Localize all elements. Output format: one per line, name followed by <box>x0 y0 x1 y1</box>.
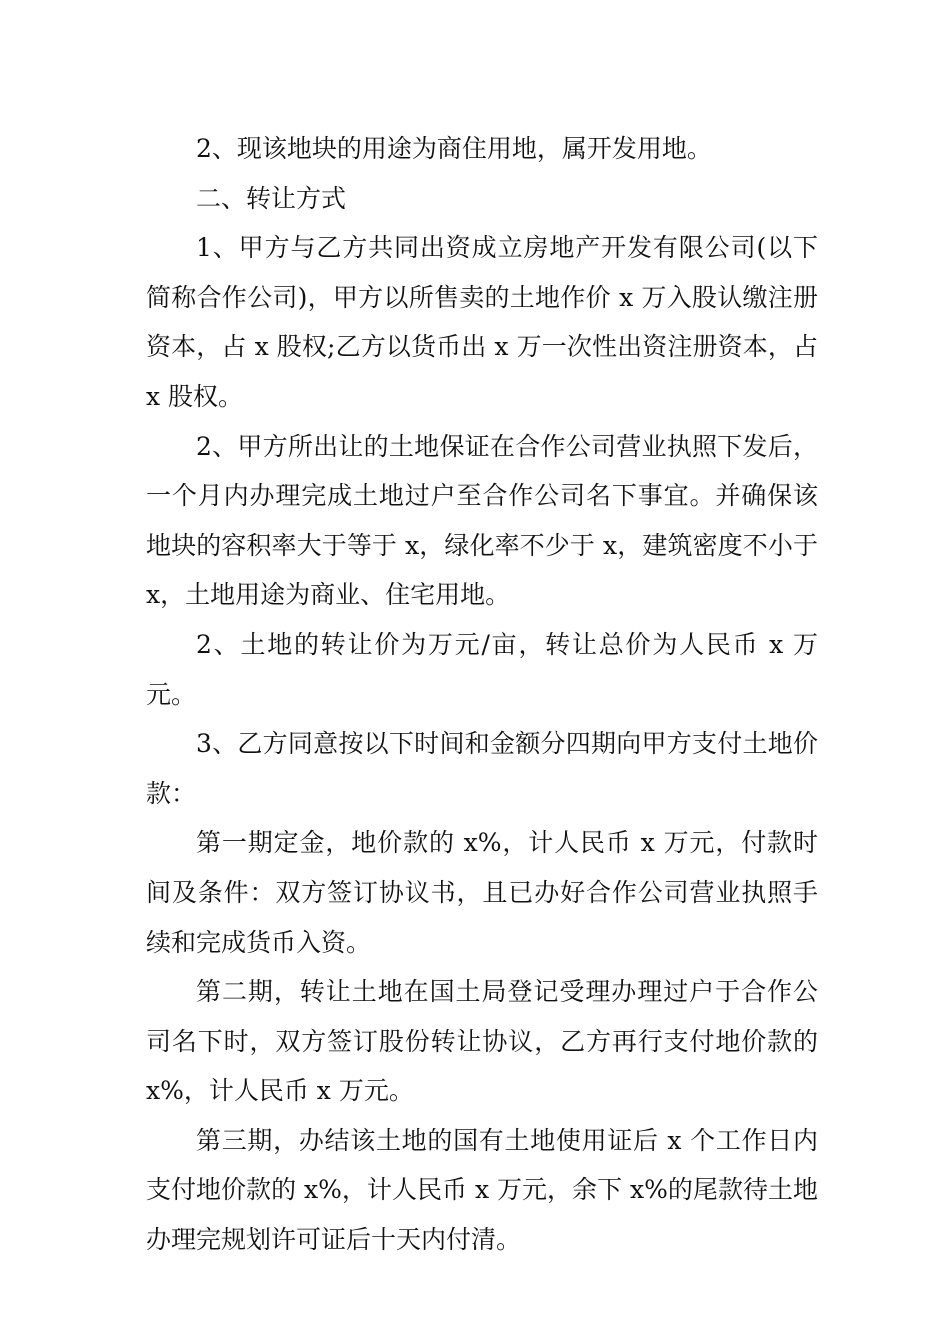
paragraph-transfer-price: 2、土地的转让价为万元/亩，转让总价为人民币 x 万元。 <box>146 629 818 709</box>
paragraph-third-installment: 第三期，办结该土地的国有土地使用证后 x 个工作日内支付地价款的 x%，计人民币 x 万元，余下 x%的尾款待土地办理完规划许可证后十天内付清。 <box>146 1125 818 1255</box>
paragraph-joint-company: 1、甲方与乙方共同出资成立房地产开发有限公司(以下简称合作公司)，甲方以所售卖的土地作价 x 万入股认缴注册资本，占 x 股权;乙方以货币出 x 万一次性出资注册资本，占 x 股权。 <box>146 233 818 411</box>
paragraph-payment-schedule: 3、乙方同意按以下时间和金额分四期向甲方支付土地价款： <box>146 729 818 808</box>
paragraph-first-installment: 第一期定金，地价款的 x%，计人民币 x 万元，付款时间及条件：双方签订协议书，且已办好合作公司营业执照手续和完成货币入资。 <box>146 828 818 957</box>
paragraph-land-use: 2、现该地块的用途为商住用地，属开发用地。 <box>196 134 712 163</box>
paragraph-land-guarantee: 2、甲方所出让的土地保证在合作公司营业执照下发后，一个月内办理完成土地过户至合作公司名下事宜。并确保该地块的容积率大于等于 x，绿化率不少于 x，建筑密度不小于 x，土地用途为商业、住宅用地。 <box>146 431 818 610</box>
section-heading-transfer-method: 二、转让方式 <box>196 183 347 213</box>
paragraph-second-installment: 第二期，转让土地在国土局登记受理办理过户于合作公司名下时，双方签订股份转让协议，乙方再行支付地价款的 x%，计人民币 x 万元。 <box>146 977 818 1106</box>
document-body <box>146 124 818 1265</box>
